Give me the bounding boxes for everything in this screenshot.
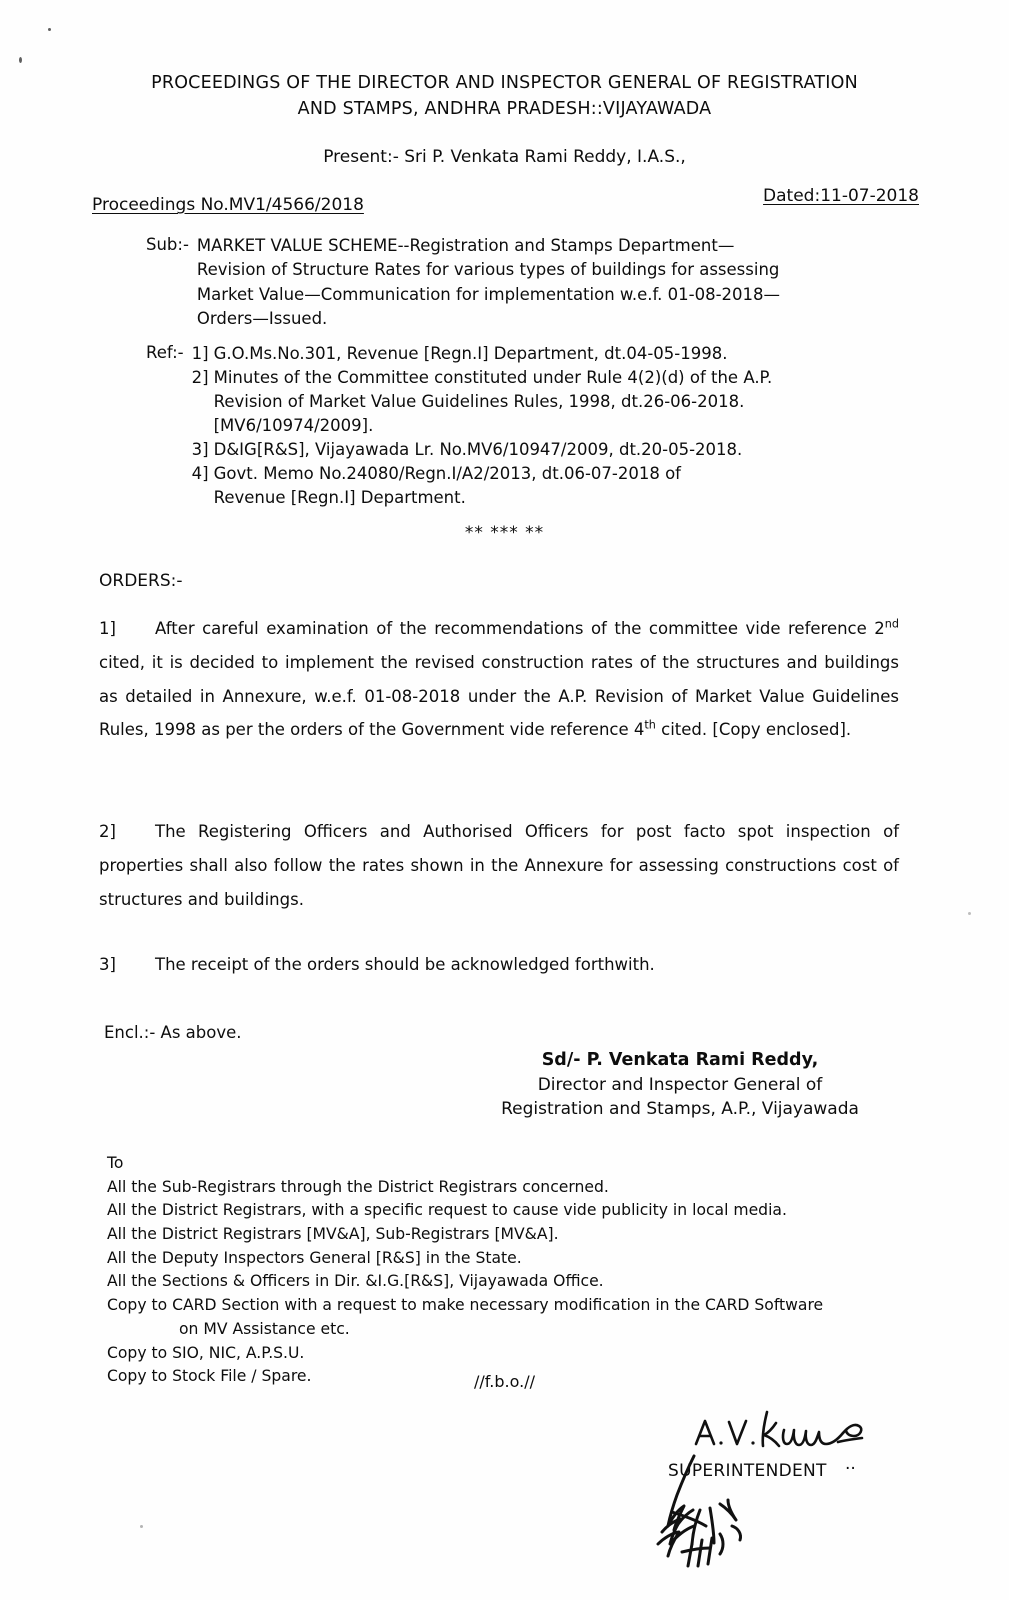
signature-block — [440, 1048, 920, 1121]
subject-label: Sub:- — [146, 235, 189, 254]
header-line-2: AND STAMPS, ANDHRA PRADESH::VIJAYAWADA — [297, 99, 712, 120]
attestation-block — [620, 1400, 950, 1590]
subject-body — [197, 234, 906, 331]
reference-block — [146, 342, 926, 511]
document-date: Dated:11-07-2018 — [763, 186, 919, 206]
distribution-item: All the District Registrars [MV&A], Sub-Registrars [MV&A]. — [107, 1225, 559, 1244]
fbo-marker: //f.b.o.// — [474, 1372, 535, 1391]
distribution-heading: To — [107, 1154, 124, 1172]
subject-line: Orders—Issued. — [196, 308, 328, 328]
reference-list — [192, 342, 926, 511]
order-number: 3] — [99, 955, 116, 974]
subject-line: Revision of Structure Rates for various types of buildings for assessing — [196, 260, 780, 280]
order-number: 2] — [99, 822, 116, 841]
scan-speck — [968, 912, 971, 915]
subject-block — [146, 234, 906, 331]
section-separator: ** *** ** — [464, 523, 545, 543]
distribution-item: All the District Registrars, with a specific request to cause vide publicity in local media. — [107, 1201, 787, 1220]
reference-marker: 2] — [191, 368, 209, 388]
order-paragraph-2 — [99, 815, 899, 916]
enclosure-note: Encl.:- As above. — [104, 1023, 242, 1042]
reference-text — [214, 366, 926, 438]
reference-marker: 1] — [191, 344, 209, 363]
proceedings-number: Proceedings No.MV1/4566/2018 — [92, 195, 364, 215]
distribution-item: All the Sub-Registrars through the District Registrars concerned. — [107, 1177, 609, 1196]
distribution-item: Copy to Stock File / Spare. — [107, 1367, 312, 1386]
order-text-part: After careful examination of the recommendations of the committee vide reference 2 — [155, 619, 885, 638]
reference-text-line: G.O.Ms.No.301, Revenue [Regn.I] Department, dt.04-05-1998. — [213, 344, 728, 363]
reference-item — [192, 462, 926, 510]
distribution-item-continued: on MV Assistance etc. — [179, 1319, 350, 1338]
reference-marker: 3] — [191, 440, 209, 460]
orders-heading: ORDERS:- — [99, 571, 183, 591]
reference-text-line: Revision of Market Value Guidelines Rules, 1998, dt.26-06-2018. — [213, 392, 745, 412]
ordinal-suffix: th — [644, 718, 656, 732]
scan-speck — [48, 28, 51, 31]
distribution-item: All the Deputy Inspectors General [R&S] in the State. — [107, 1248, 522, 1267]
reference-item — [192, 342, 926, 366]
header-line-1: PROCEEDINGS OF THE DIRECTOR AND INSPECTOR GENERAL OF REGISTRATION — [151, 73, 858, 93]
handwritten-initials-icon — [648, 1448, 788, 1578]
signatory-designation-line-1: Director and Inspector General of — [537, 1074, 823, 1095]
order-text-part: cited. [Copy enclosed]. — [655, 720, 852, 740]
reference-text-line: Revenue [Regn.I] Department. — [213, 488, 466, 508]
reference-text-line: D&IG[R&S], Vijayawada Lr. No.MV6/10947/2009, dt.20-05-2018. — [213, 440, 743, 460]
signatory-designation-line-2: Registration and Stamps, A.P., Vijayawada — [501, 1098, 859, 1119]
distribution-item: All the Sections & Officers in Dir. &I.G.[R&S], Vijayawada Office. — [107, 1272, 604, 1291]
present-line: Present:- Sri P. Venkata Rami Reddy, I.A.S., — [323, 147, 686, 167]
ordinal-suffix: nd — [884, 617, 899, 631]
reference-text — [214, 342, 926, 366]
order-text: The Registering Officers and Authorised Officers for post facto spot inspection of properties shall also follow the rates shown in the Annexure for assessing constructions cost of structures and buildings. — [99, 822, 899, 909]
reference-item — [192, 438, 926, 462]
proceedings-line — [92, 186, 919, 220]
order-text: The receipt of the orders should be acknowledged forthwith. — [155, 955, 655, 974]
attestation-marks: ·· — [845, 1459, 856, 1479]
reference-text — [214, 462, 926, 510]
order-text-part: cited, it is decided to implement the revised construction rates of the structures and buildings as detailed in Annexure, w.e.f. 01-08-2018 under the A.P. Revision of Market Value Guidelines Rules, 1998 as per the orders of the Government vide reference 4 — [99, 652, 899, 740]
reference-text — [214, 438, 926, 462]
superintendent-label: SUPERINTENDENT — [668, 1461, 827, 1481]
order-number: 1] — [99, 619, 116, 638]
reference-body — [192, 342, 926, 511]
distribution-item: Copy to CARD Section with a request to make necessary modification in the CARD Software — [107, 1296, 824, 1315]
distribution-item: Copy to SIO, NIC, A.P.S.U. — [107, 1343, 305, 1362]
reference-text-line: [MV6/10974/2009]. — [213, 416, 374, 436]
scan-speck — [140, 1525, 143, 1528]
distribution-list — [107, 1152, 937, 1389]
subject-line: MARKET VALUE SCHEME--Registration and Stamps Department— — [196, 236, 735, 255]
order-paragraph-3 — [99, 948, 899, 982]
reference-item — [192, 366, 926, 438]
signatory-name: Sd/- P. Venkata Rami Reddy, — [541, 1050, 819, 1070]
subject-line: Market Value—Communication for implementation w.e.f. 01-08-2018— — [196, 284, 781, 304]
reference-text-line: Minutes of the Committee constituted under Rule 4(2)(d) of the A.P. — [213, 368, 773, 388]
order-paragraph-1 — [99, 612, 899, 747]
scan-speck — [19, 57, 22, 63]
reference-label: Ref:- — [146, 343, 184, 362]
reference-text-line: Govt. Memo No.24080/Regn.I/A2/2013, dt.06-07-2018 of — [213, 464, 681, 484]
reference-marker: 4] — [191, 464, 209, 484]
document-header — [0, 70, 1009, 123]
